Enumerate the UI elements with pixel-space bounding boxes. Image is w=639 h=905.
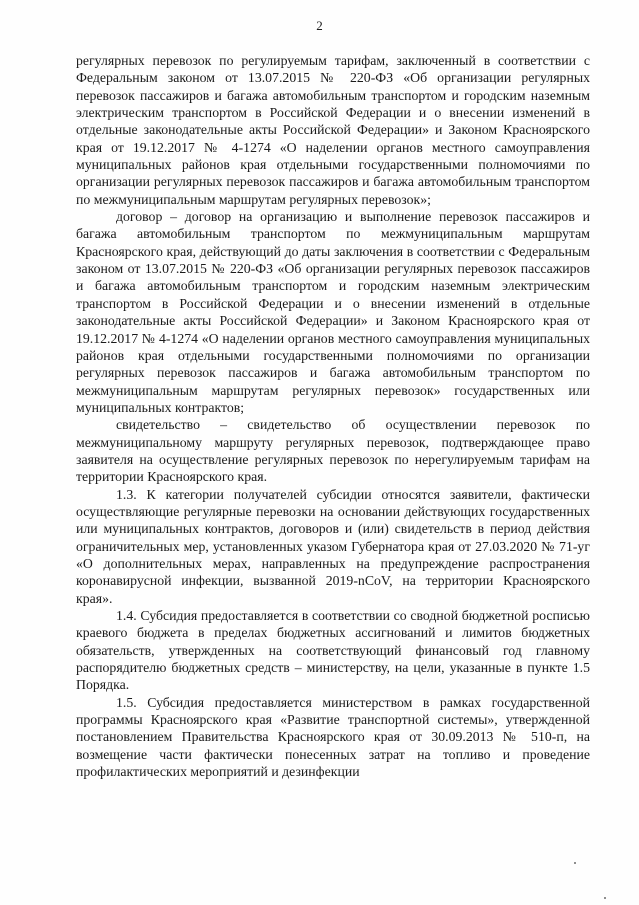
page-number: 2	[316, 18, 323, 33]
scan-speck	[604, 897, 606, 899]
paragraph-item-1-3: 1.3. К категории получателей субсидии относятся заявители, фактически осуществляющие регулярные перевозки на основании действующих государственных или муниципальных контрактов, договоров и (или) свидетельств в период действия ограничительных мер, установленных указом Губернатора края от 27.03.2020 № 71-уг «О дополнительных мерах, направленных на предупреждение распространения коронавирусной инфекции, вызванной 2019-nCoV, на территории Красноярского края».	[76, 486, 590, 606]
paragraph-item-1-4: 1.4. Субсидия предоставляется в соответствии со сводной бюджетной росписью краевого бюджета в пределах бюджетных ассигнований и лимитов бюджетных обязательств, утвержденных на соответствующий финансовый год главному распорядителю бюджетных средств – министерству, на цели, указанные в пункте 1.5 Порядка.	[76, 608, 590, 693]
paragraph-definition-continuation: регулярных перевозок по регулируемым тарифам, заключенный в соответствии с Федеральным законом от 13.07.2015 № 220-ФЗ «Об организации регулярных перевозок пассажиров и багажа автомобильным транспортом и городским наземным электрическим транспортом в Российской Федерации и о внесении изменений в отдельные законодательные акты Российской Федерации» и Законом Красноярского края от 19.12.2017 № 4-1274 «О наделении органов местного самоуправления муниципальных районов края отдельными государственными полномочиями по организации регулярных перевозок пассажиров и багажа автомобильным транспортом по межмуниципальным маршрутам регулярных перевозок»;	[76, 53, 590, 207]
scan-speck	[574, 862, 576, 864]
paragraph-definition-svidetelstvo: свидетельство – свидетельство об осуществлении перевозок по межмуниципальному маршруту регулярных перевозок, подтверждающее право заявителя на осуществление регулярных перевозок по нерегулируемым тарифам на территории Красноярского края.	[76, 417, 590, 485]
paragraph-item-1-5: 1.5. Субсидия предоставляется министерством в рамках государственной программы Красноярского края «Развитие транспортной системы», утвержденной постановлением Правительства Красноярского края от 30.09.2013 № 510-п, на возмещение части фактически понесенных затрат на топливо и проведение профилактических мероприятий и дезинфекции	[76, 694, 590, 780]
document-body	[76, 52, 590, 780]
paragraph-definition-dogovor: договор – договор на организацию и выполнение перевозок пассажиров и багажа автомобильным транспортом по межмуниципальным маршрутам Красноярского края, действующий до даты заключения в соответствии с Федеральным законом от 13.07.2015 № 220-ФЗ «Об организации регулярных перевозок пассажиров и багажа автомобильным транспортом и городским наземным электрическим транспортом в Российской Федерации и о внесении изменений в отдельные законодательные акты Российской Федерации» и Законом Красноярского края от 19.12.2017 № 4-1274 «О наделении органов местного самоуправления муниципальных районов края отдельными государственными полномочиями по организации регулярных перевозок пассажиров и багажа автомобильным транспортом по межмуниципальным маршрутам регулярных перевозок» государственных или муниципальных контрактов;	[76, 209, 590, 415]
